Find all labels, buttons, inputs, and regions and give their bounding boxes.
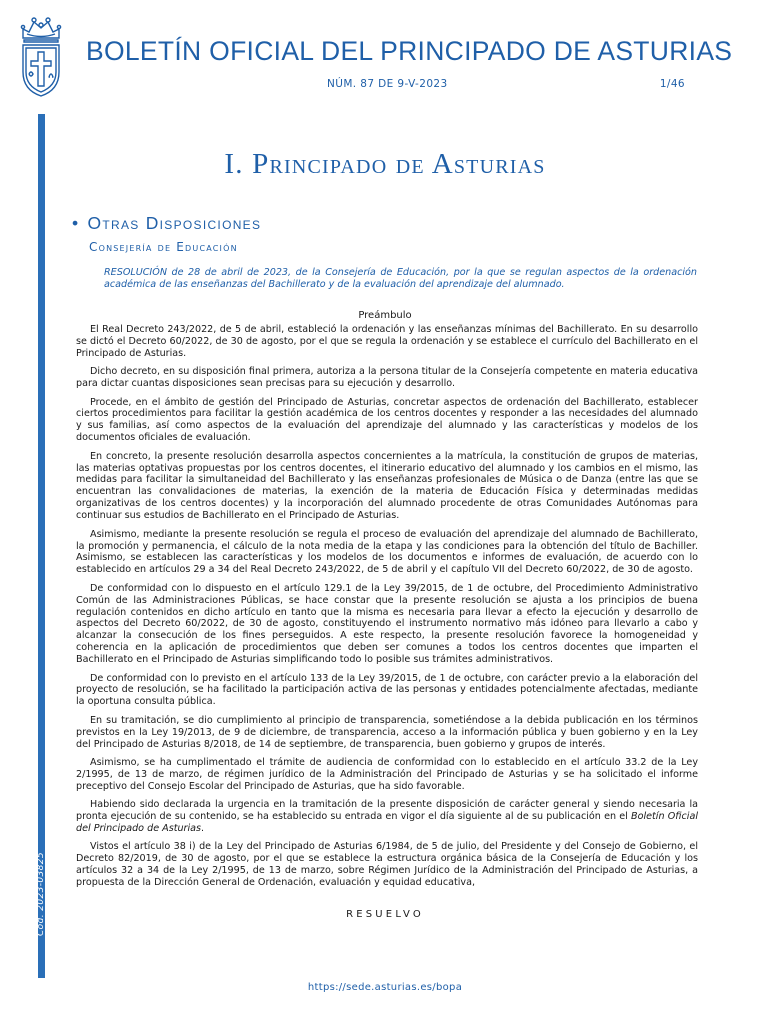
- urgency-paragraph: [76, 799, 698, 835]
- paragraph: De conformidad con lo dispuesto en el artículo 129.1 de la Ley 39/2015, de 1 de octubre, del Procedimiento Administrativo Común de las Administraciones Públicas, se hace constar que la presente resolución se ajusta a los principios de buena regulación contenidos en dicho artículo en tanto que la misma es necesaria para llevar a efecto la ejecución y desarrollo de aspectos del Decreto 60/2022, de 30 de agosto, constituyendo el instrumento normativo más idóneo para llevarlo a cabo y alcanzar la consecución de los fines perseguidos. A este respecto, la presente resolución favorece la homogeneidad y coherencia en la aplicación de procedimientos que deben ser comunes a todos los centros docentes que imparten el Bachillerato en el Principado de Asturias simplificando todo lo posible sus trámites administrativos.: [76, 582, 698, 666]
- paragraph: El Real Decreto 243/2022, de 5 de abril, estableció la ordenación y las enseñanzas mínimas del Bachillerato. En su desarrollo se dictó el Decreto 60/2022, de 30 de agosto, por el que se regula la ordenación y se establece el currículo del Bachillerato en el Principado de Asturias.: [76, 324, 698, 359]
- footer-link[interactable]: https://sede.asturias.es/bopa: [307, 982, 463, 993]
- resuelvo-heading: RESUELVO: [346, 909, 424, 920]
- section-title: I. Principado de Asturias: [224, 148, 546, 180]
- paragraph: Asimismo, se ha cumplimentado el trámite de audiencia de conformidad con lo establecido en el artículo 33.2 de la Ley 2/1995, de 13 de marzo, de régimen jurídico de la Administración del Principado de Asturias y se ha solicitado el informe preceptivo del Consejo Escolar del Principado de Asturias, que ha sido favorable.: [76, 757, 698, 792]
- side-stripe: [38, 114, 45, 978]
- journal-name-italic: Boletín Oficial del Principado de Asturias: [76, 811, 698, 835]
- document-body: [76, 324, 698, 896]
- subsection-title: [72, 213, 261, 234]
- paragraph-end: .: [201, 823, 205, 835]
- bullet-icon: •: [72, 213, 80, 233]
- document-code-text: Cód. 2023-03825: [36, 851, 46, 937]
- resolution-title: RESOLUCIÓN de 28 de abril de 2023, de la Consejería de Educación, por la que se regulan aspectos de la ordenación académica de las enseñanzas del Bachillerato y de la evaluación del aprendizaje del alumnado.: [104, 267, 697, 290]
- journal-title: BOLETÍN OFICIAL DEL PRINCIPADO DE ASTURIAS: [86, 36, 733, 66]
- paragraph: De conformidad con lo previsto en el artículo 133 de la Ley 39/2015, de 1 de octubre, con carácter previo a la elaboración del proyecto de resolución, se ha facilitado la participación activa de las personas y entidades potencialmente afectadas, mediante la oportuna consulta pública.: [76, 672, 698, 708]
- subsection-label: Otras Disposiciones: [87, 213, 262, 233]
- paragraph: Procede, en el ámbito de gestión del Principado de Asturias, concretar aspectos de ordenación del Bachillerato, establecer ciertos procedimientos para facilitar la gestión académica de los centros docentes y responder a las necesidades del alumnado y sus familias, así como aspectos de la evaluación del aprendizaje del alumnado y las características y modelos de los documentos oficiales de evaluación.: [76, 396, 698, 444]
- department-name: Consejería de Educación: [89, 240, 238, 254]
- paragraph-text: Habiendo sido declarada la urgencia en la tramitación de la presente disposición de carácter general y siendo necesaria la pronta ejecución de su contenido, se ha establecido su entrada en vigor el día siguiente al de su publicación en el: [76, 799, 698, 823]
- issue-number: NÚM. 87 DE 9-V-2023: [327, 78, 448, 90]
- page-number: 1/46: [659, 78, 685, 90]
- final-paragraph: Vistos el artículo 38 i) de la Ley del Principado de Asturias 6/1984, de 5 de julio, del Presidente y del Consejo de Gobierno, el Decreto 82/2019, de 30 de agosto, por el que se establece la estructura orgánica básica de la Consejería de Educación y los artículos 32 a 34 de la Ley 2/1995, de 13 de marzo, sobre Régimen Jurídico de la Administración del Principado de Asturias, a propuesta de la Dirección General de Ordenación, evaluación y equidad educativa,: [76, 841, 698, 889]
- paragraph: Dicho decreto, en su disposición final primera, autoriza a la persona titular de la Consejería competente en materia educativa para dictar cuantas disposiciones sean precisas para su ejecución y desarrollo.: [76, 366, 698, 390]
- paragraph: En concreto, la presente resolución desarrolla aspectos concernientes a la matrícula, la constitución de grupos de materias, las materias optativas propuestas por los centros docentes, el itinerario educativo del alumnado y los cambios en el mismo, las medidas para facilitar la simultaneidad del Bachillerato y las enseñanzas profesionales de Música o de Danza (entre las que se encuentran las convalidaciones de materias, la exención de la materia de Educación Física y determinadas medidas organizativas de los centros docentes) y la incorporación del alumnado procedente de otras Comunidades Autónomas para continuar sus estudios de Bachillerato en el Principado de Asturias.: [76, 450, 698, 522]
- preamble-heading: Preámbulo: [358, 310, 412, 321]
- paragraph: Asimismo, mediante la presente resolución se regula el proceso de evaluación del aprendizaje del alumnado de Bachillerato, la promoción y permanencia, el cálculo de la nota media de la etapa y las condiciones para la obtención del título de Bachiller. Asimismo, se establecen las características y los modelos de los documentos e informes de evaluación, de acuerdo con lo establecido en artículos 29 a 34 del Real Decreto 243/2022, de 5 de abril y el capítulo VII del Decreto 60/2022, de 30 de agosto.: [76, 528, 698, 576]
- paragraph: En su tramitación, se dio cumplimiento al principio de transparencia, sometiéndose a la debida publicación en los términos previstos en la Ley 19/2013, de 9 de diciembre, de transparencia, acceso a la información pública y buen gobierno y en la Ley del Principado de Asturias 8/2018, de 14 de septiembre, de transparencia, buen gobierno y grupos de interés.: [76, 714, 698, 750]
- asturias-coat-of-arms-icon: [16, 14, 66, 100]
